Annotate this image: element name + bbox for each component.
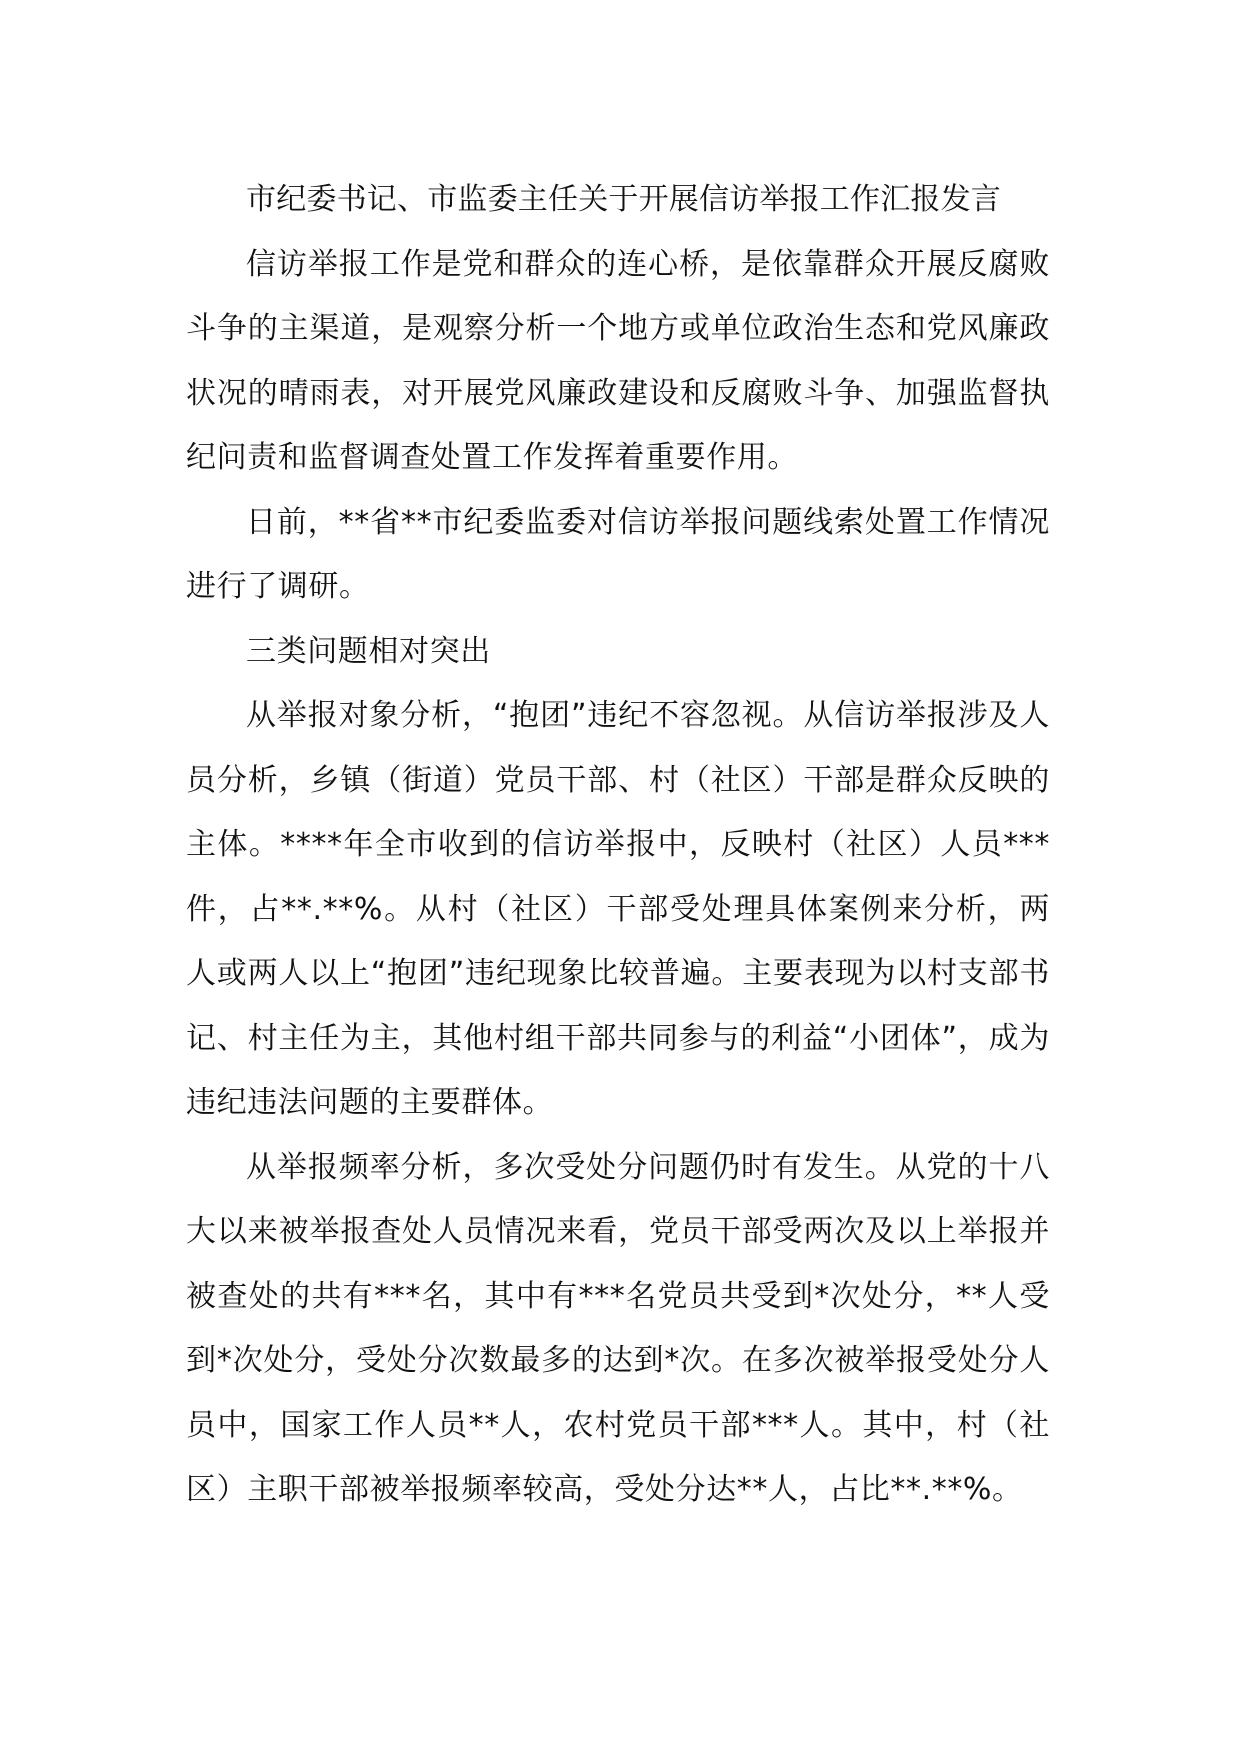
section-heading: 三类问题相对突出	[246, 633, 491, 669]
document-body	[186, 168, 1050, 1523]
paragraph-research: 日前，**省**市纪委监委对信访举报问题线索处置工作情况进行了调研。	[186, 504, 1050, 604]
paragraph-intro: 信访举报工作是党和群众的连心桥，是依靠群众开展反腐败斗争的主渠道，是观察分析一个地方或单位政治生态和党风廉政状况的晴雨表，对开展党风廉政建设和反腐败斗争、加强监督执纪问责和监督调查处置工作发挥着重要作用。	[186, 246, 1050, 475]
paragraph-report-frequency: 从举报频率分析，多次受处分问题仍时有发生。从党的十八大以来被举报查处人员情况来看，党员干部受两次及以上举报并被查处的共有***名，其中有***名党员共受到*次处分，**人受到*次处分，受处分次数最多的达到*次。在多次被举报受处分人员中，国家工作人员**人，农村党员干部***人。其中，村（社区）主职干部被举报频率较高，受处分达**人，占比**.**%。	[186, 1149, 1050, 1507]
document-title: 市纪委书记、市监委主任关于开展信访举报工作汇报发言	[246, 182, 1001, 217]
paragraph-report-target: 从举报对象分析，“抱团”违纪不容忽视。从信访举报涉及人员分析，乡镇（街道）党员干部、村（社区）干部是群众反映的主体。****年全市收到的信访举报中，反映村（社区）人员***件，占**.**%。从村（社区）干部受处理具体案例来分析，两人或两人以上“抱团”违纪现象比较普遍。主要表现为以村支部书记、村主任为主，其他村组干部共同参与的利益“小团体”，成为违纪违法问题的主要群体。	[186, 698, 1050, 1120]
